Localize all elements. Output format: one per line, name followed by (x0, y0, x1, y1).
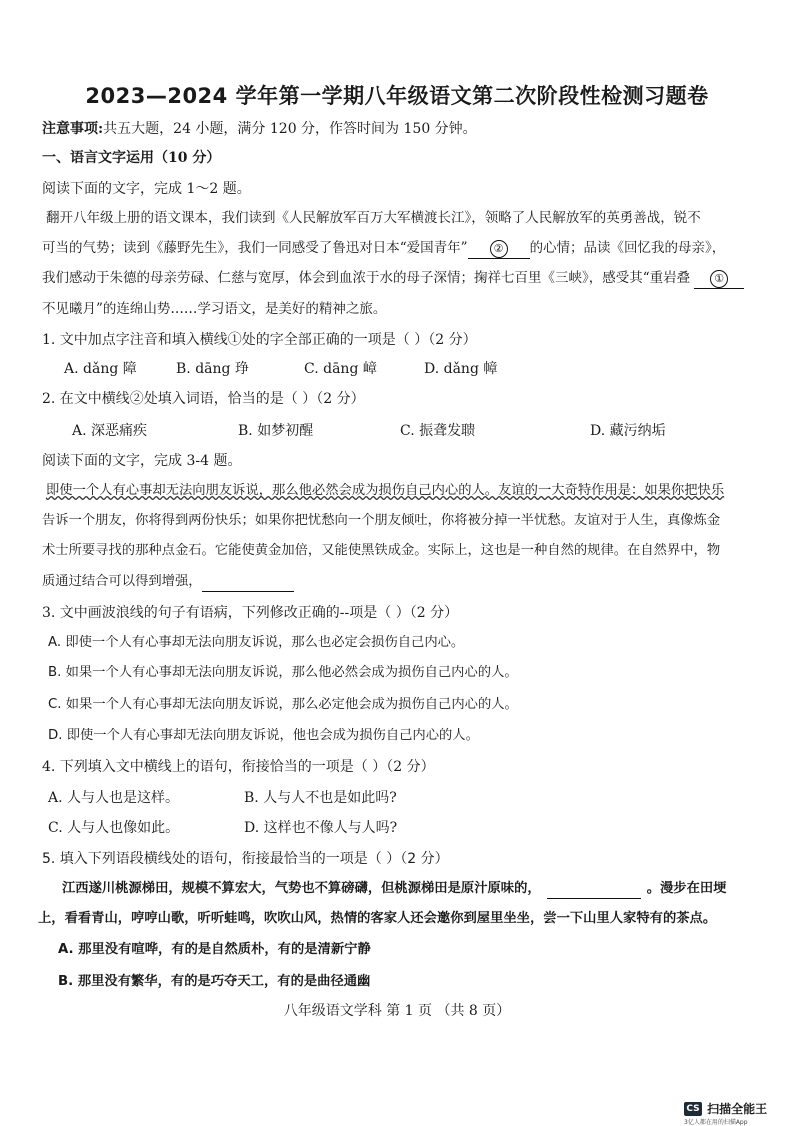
question-3-option-d: D. 即使一个人有心事却无法向朋友诉说，他也会成为损伤自己内心的人。 (48, 728, 479, 743)
question-2-option-a: A. 深恶痛疾 (72, 423, 148, 439)
watermark-name: 扫描全能王 (707, 1102, 768, 1116)
question-5-option-a: A. 那里没有喧哗，有的是自然质朴，有的是清新宁静 (58, 942, 371, 957)
blank-3 (202, 573, 294, 592)
blank-2 (468, 239, 530, 259)
question-2-option-d: D. 藏污纳垢 (590, 423, 666, 439)
camscanner-logo-icon: CS (684, 1102, 702, 1116)
section-heading-1: 一、语言文字运用（10 分） (42, 150, 221, 166)
notice-label: 注意事项: (42, 121, 104, 137)
question-5-text-line2: 上，看看青山，哼哼山歌，听听蛙鸣，吹吹山风，热情的客家人还会邀你到屋里坐坐，尝一下山里人家特有的茶点。 (38, 911, 717, 926)
question-1-option-d: D. dǎng 幛 (424, 361, 498, 377)
passage2-line2: 告诉一个朋友，你将得到两份快乐；如果你把忧愁向一个朋友倾吐，你将被分掉一半忧愁。友谊对于人生，真像炼金 (42, 513, 721, 528)
passage1-line3 (42, 269, 744, 289)
question-4-stem: 4. 下列填入文中横线上的语句，衔接恰当的一项是（ ）（2 分） (42, 759, 435, 775)
question-3-option-c: C. 如果一个人有心事却无法向朋友诉说，那么必定他会成为损伤自己内心的人。 (48, 697, 518, 712)
question-5-text-b: 。漫步在田埂 (646, 881, 727, 896)
question-1-stem: 1. 文中加点字注音和填入横线①处的字全部正确的一项是（ ）（2 分） (42, 332, 477, 348)
question-4-option-c: C. 人与人也像如此。 (48, 820, 180, 836)
question-1-option-a: A. dǎng 障 (64, 361, 137, 377)
passage1-line2-text: 可当的气势；读到《藤野先生》，我们一同感受了鲁迅对日本“爱国青年” (42, 240, 468, 256)
question-4-option-d: D. 这样也不像人与人吗? (244, 820, 398, 836)
question-2-option-b: B. 如梦初醒 (238, 423, 314, 439)
question-3-stem: 3. 文中画波浪线的句子有语病，下列修改正确的--项是（ ）（2 分） (42, 605, 459, 621)
notice-text: 共五大题，24 小题，满分 120 分，作答时间为 150 分钟。 (103, 121, 477, 137)
question-2-stem: 2. 在文中横线②处填入词语，恰当的是（ ）（2 分） (42, 391, 365, 407)
question-2-option-c: C. 振聋发聩 (400, 423, 476, 439)
question-3-option-b: B. 如果一个人有心事却无法向朋友诉说，那么他必然会成为损伤自己内心的人。 (48, 665, 518, 680)
blank-5 (547, 880, 641, 899)
notice (42, 120, 477, 138)
wavy-sentence: 即使一个人有心事却无法向朋友诉说，那么他必然会成为损伤自己内心的人。友谊的一大奇特作用是：如果你把快乐 (46, 483, 725, 498)
exam-title: 2023—2024 学年第一学期八年级语文第二次阶段性检测习题卷 (85, 84, 709, 108)
blank-2-marker: ② (490, 240, 508, 258)
passage2-line4 (42, 573, 294, 592)
question-4-option-a: A. 人与人也是这样。 (48, 790, 180, 806)
question-3-option-a: A. 即使一个人有心事却无法向朋友诉说，那么也必定会损伤自己内心。 (48, 635, 465, 650)
passage2-line3: 术士所要寻找的那种点金石。它能使黄金加倍，又能使黑铁成金。实际上，这也是一种自然的规律。在自然界中，物 (42, 543, 721, 558)
blank-1-marker: ① (710, 270, 728, 288)
question-5-text-a: 江西遂川桃源梯田，规模不算宏大，气势也不算磅礴，但桃源梯田是原汁原味的， (62, 881, 541, 896)
passage1-line4: 不见曦月”的连绵山势……学习语文，是美好的精神之旅。 (42, 301, 387, 317)
question-1-option-b: B. dāng 琤 (176, 361, 249, 377)
passage1-line2-tail: 的心情；品读《回忆我的母亲》， (529, 240, 726, 256)
reading-instruction-2: 阅读下面的文字，完成 3-4 题。 (42, 453, 242, 469)
question-5-option-b: B. 那里没有繁华，有的是巧夺天工，有的是曲径通幽 (58, 974, 371, 989)
blank-1 (694, 269, 744, 289)
page-footer: 八年级语文学科 第 1 页 （共 8 页） (283, 1003, 511, 1019)
watermark-subtitle: 3亿人都在用的扫描App (684, 1119, 748, 1126)
question-5-stem: 5. 填入下列语段横线处的语句，衔接最恰当的一项是（ ）（2 分） (42, 851, 449, 867)
passage1-line1: 翻开八年级上册的语文课本，我们读到《人民解放军百万大军横渡长江》，领略了人民解放军的英勇善战，锐不 (46, 210, 701, 226)
passage2-line4-text: 质通过结合可以得到增强， (42, 574, 202, 589)
passage2-line1 (46, 482, 724, 500)
passage1-line2 (42, 239, 725, 259)
scanner-watermark (684, 1098, 767, 1117)
question-4-option-b: B. 人与人不也是如此吗? (244, 790, 397, 806)
passage1-line3-text: 我们感动于朱德的母亲劳碌、仁慈与宽厚，体会到血浓于水的母子深情；掬祥七百里《三峡》，感受其“重岩叠 (42, 270, 691, 286)
question-1-option-c: C. dāng 嶂 (304, 361, 377, 377)
question-5-text-line1 (62, 880, 726, 899)
reading-instruction-1: 阅读下面的文字，完成 1～2 题。 (42, 181, 251, 197)
